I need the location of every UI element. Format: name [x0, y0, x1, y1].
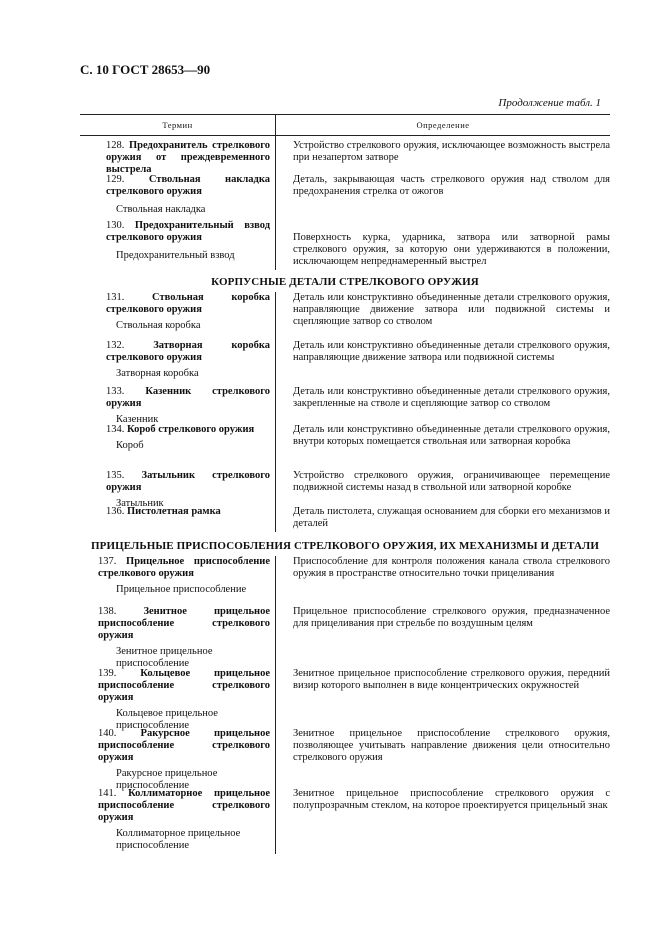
- term-synonym: Ракурсное прицельное приспособление: [116, 768, 218, 791]
- term-number: 130.: [106, 220, 125, 231]
- term-definition: Приспособление для контроля положения канала ствола стрелкового оружия в пространстве относительно точки прицеливания: [293, 556, 610, 579]
- term-definition: Деталь или конструктивно объединенные детали стрелкового оружия, направляющие движение затвора или подвижной системы: [293, 340, 610, 363]
- term-definition: Поверхность курка, ударника, затвора или затворной рамы стрелкового оружия, за которую они удерживаются в положении, исключающем непреднамеренный выстрел: [293, 232, 610, 267]
- table-row: [80, 140, 610, 174]
- term-name: Ствольная накладка стрелкового оружия: [106, 174, 270, 197]
- term-synonym: Кольцевое прицельное приспособление: [116, 708, 218, 731]
- term-synonym: Предохранительный взвод: [116, 250, 235, 261]
- term-name: Предохранительный взвод стрелкового оружия: [106, 220, 271, 243]
- table-row: [80, 386, 610, 424]
- table-block-2: [80, 292, 610, 532]
- table-row: [80, 506, 610, 532]
- table-row: [80, 788, 610, 854]
- column-divider: [275, 136, 276, 270]
- section-heading-body-parts: КОРПУСНЫЕ ДЕТАЛИ СТРЕЛКОВОГО ОРУЖИЯ: [211, 276, 479, 288]
- term-name: Предохранитель стрелкового оружия от преждевременного выстрела: [106, 140, 270, 175]
- term-synonym: Зенитное прицельное приспособление: [116, 646, 213, 669]
- table-row: [80, 728, 610, 791]
- term-definition: Зенитное прицельное приспособление стрелкового оружия, передний визир которого выполнен в виде концентрических окружностей: [293, 668, 610, 691]
- table-header: [80, 114, 610, 136]
- table-continuation-label: Продолжение табл. 1: [498, 97, 601, 109]
- term-definition: Деталь пистолета, служащая основанием для сборки его механизмов и деталей: [293, 506, 610, 529]
- term-definition: Устройство стрелкового оружия, ограничивающее перемещение подвижной системы назад в ствольной или затворной коробке: [293, 470, 610, 493]
- term-definition: Деталь, закрывающая часть стрелкового оружия над стволом для предохранения стрелка от ожогов: [293, 174, 610, 197]
- term-number: 131.: [106, 292, 125, 303]
- section-heading-sights: ПРИЦЕЛЬНЫЕ ПРИСПОСОБЛЕНИЯ СТРЕЛКОВОГО ОРУЖИЯ, ИХ МЕХАНИЗМЫ И ДЕТАЛИ: [91, 540, 599, 552]
- table-row: [80, 424, 610, 470]
- term-name: Ствольная коробка стрелкового оружия: [106, 292, 270, 315]
- table-row: [80, 292, 610, 340]
- table-row: [80, 556, 610, 606]
- term-number: 128.: [106, 140, 125, 151]
- term-number: 136.: [106, 506, 125, 517]
- term-synonym: Ствольная накладка: [116, 204, 206, 215]
- table-block-1: [80, 136, 610, 270]
- term-number: 140.: [98, 728, 117, 739]
- term-number: 134.: [106, 424, 125, 435]
- term-definition: Зенитное прицельное приспособление стрелкового оружия с полупрозрачным стеклом, на которое проектируется прицельный знак: [293, 788, 610, 811]
- term-name: Пистолетная рамка: [127, 506, 221, 517]
- term-definition: Деталь или конструктивно объединенные детали стрелкового оружия, закрепленные на стволе и сцепляющие затвор со стволом: [293, 386, 610, 409]
- term-number: 132.: [106, 340, 125, 351]
- term-synonym: Прицельное приспособление: [116, 584, 247, 595]
- term-definition: Деталь или конструктивно объединенные детали стрелкового оружия, направляющие движение затвора или подвижной системы и сцепляющие затвор со стволом: [293, 292, 610, 327]
- term-definition: Прицельное приспособление стрелкового оружия, предназначенное для прицеливания при стрельбе по воздушным целям: [293, 606, 610, 629]
- term-name: Короб стрелкового оружия: [127, 424, 255, 435]
- term-name: Зенитное прицельное приспособление стрелкового оружия: [98, 606, 270, 641]
- table-row: [80, 174, 610, 220]
- term-name: Ракурсное прицельное приспособление стрелкового оружия: [98, 728, 271, 763]
- term-number: 137.: [98, 556, 117, 567]
- table-row: [80, 470, 610, 509]
- term-synonym: Короб: [116, 440, 144, 451]
- term-synonym: Ствольная коробка: [116, 320, 201, 331]
- column-divider: [275, 556, 276, 854]
- term-number: 139.: [98, 668, 117, 679]
- table-block-3: [80, 556, 610, 854]
- term-number: 133.: [106, 386, 125, 397]
- term-definition: Деталь или конструктивно объединенные детали стрелкового оружия, внутри которых помещается ствольная или затворная коробка: [293, 424, 610, 447]
- term-number: 129.: [106, 174, 125, 185]
- table-body: [80, 136, 610, 854]
- terms-table: [80, 114, 610, 854]
- term-name: Прицельное приспособление стрелкового оружия: [98, 556, 270, 579]
- term-number: 135.: [106, 470, 125, 481]
- term-name: Казенник стрелкового оружия: [106, 386, 270, 409]
- column-header-definition: Определение: [416, 120, 470, 130]
- term-number: 138.: [98, 606, 117, 617]
- table-row: [80, 668, 610, 731]
- term-name: Затыльник стрелкового оружия: [106, 470, 270, 493]
- term-synonym: Затворная коробка: [116, 368, 199, 379]
- term-definition: Устройство стрелкового оружия, исключающее возможность выстрела при незапертом затворе: [293, 140, 610, 163]
- term-definition: Зенитное прицельное приспособление стрелкового оружия, позволяющее учитывать направление движения цели относительно стрелкового оружия: [293, 728, 610, 763]
- table-row: [80, 340, 610, 386]
- page-header: С. 10 ГОСТ 28653—90: [80, 62, 211, 77]
- term-synonym: Казенник: [116, 414, 159, 425]
- table-row: [80, 220, 610, 270]
- term-synonym: Коллиматорное прицельное приспособление: [116, 828, 241, 851]
- term-name: Кольцевое прицельное приспособление стрелкового оружия: [98, 668, 271, 703]
- term-synonym: Затыльник: [116, 498, 164, 509]
- term-number: 141.: [98, 788, 117, 799]
- term-name: Затворная коробка стрелкового оружия: [106, 340, 270, 363]
- column-header-term: Термин: [80, 115, 276, 135]
- table-row: [80, 606, 610, 668]
- term-name: Коллиматорное прицельное приспособление стрелкового оружия: [98, 788, 270, 823]
- column-divider: [275, 292, 276, 532]
